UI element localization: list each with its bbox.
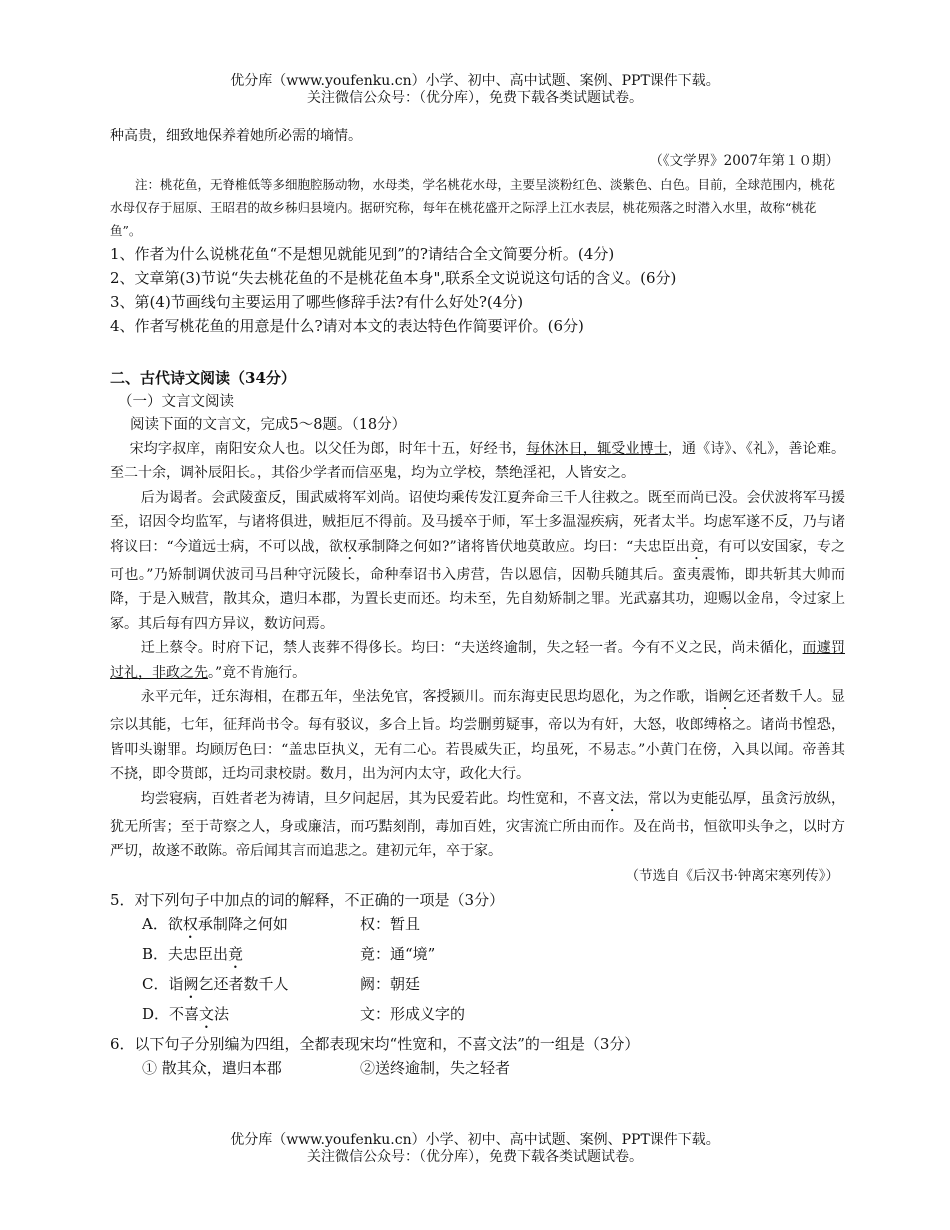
text-run: 承制降之何如?”诸将皆伏地莫敢应。均曰：“夫忠臣出 — [357, 538, 690, 555]
option-gloss: 文：形成义字的 — [360, 1004, 466, 1023]
text-run: 乞还者数千人。显宗以其能，七年，征拜尚书令。每有驳议，多合上旨。均尝删剪疑事，帝以为有奸，大怒，收郎缚格之。诸尚书惶恐，皆叩头谢罪。均顾厉色曰：“盖忠臣执义，无有二心。若畏威失正，均虽死，不易志。”小黄门在傍，入具以闻。帝善其不挠，即令贳郎，迁均司隶校尉。数月，出为河内太守，政化大行。 — [110, 689, 846, 782]
text-run: 迁上蔡令。时府下记，禁人丧葬不得侈长。均曰：“夫送终逾制，失之轻一者。今有不义之民，尚未循化， — [140, 640, 803, 656]
classical-para-5 — [110, 787, 845, 864]
text-run: 乞还者数千人 — [198, 974, 289, 993]
option-gloss: 阙：朝廷 — [360, 974, 421, 993]
dotted-word: 竟 — [689, 538, 704, 555]
question-4: 4、作者写桃花鱼的用意是什么?请对本文的表达特色作简要评价。(6分) — [110, 316, 584, 335]
section-title: 二、古代诗文阅读（34分） — [110, 368, 296, 387]
option-gloss: 竟：通“境” — [360, 944, 436, 963]
text-run: 承制降之何如 — [197, 914, 288, 933]
text-run: D．不喜 — [142, 1004, 200, 1023]
option-text — [142, 942, 360, 972]
option-text — [142, 972, 360, 1002]
question-5-stem: 5．对下列句子中加点的词的解释，不正确的一项是（3分） — [110, 890, 505, 909]
option-a — [142, 912, 845, 942]
text-run: ，有可以安国家，专之可也。”乃矫制调伏波司马吕种守沅陵长，命种奉诏书入虏营，告以恩信，因勒兵随其后。蛮夷震怖，即共斩其大帅而降，于是入贼营，散其众，遣归本郡，为置长吏而还。均未至，先自劾矫制之罪。光武嘉其功，迎赐以金帛，令过家上冢。其后每有四方异议，数访问焉。 — [110, 538, 846, 632]
classical-para-3 — [110, 636, 845, 685]
page-header — [0, 73, 950, 107]
dotted-word: 阙 — [183, 974, 199, 993]
option-c — [142, 972, 845, 1002]
item-2: ②送终逾制，失之轻者 — [360, 1058, 511, 1077]
text-run: 均尝寝病，百姓者老为祷请，旦夕问起居，其为民爱若此。均性宽和，不喜 — [140, 790, 606, 807]
passage-source: （《文学界》2007年第１０期） — [649, 152, 839, 169]
question-6-items — [142, 1056, 845, 1080]
instruction: 阅读下面的文言文，完成5～8题。（18分） — [130, 416, 407, 433]
text-run: C．诣 — [142, 974, 184, 993]
option-text — [142, 1002, 360, 1032]
header-line-2: 关注微信公众号：（优分库），免费下载各类试题试卷。 — [307, 90, 643, 106]
footer-line-1: 优分库（www.youfenku.cn）小学、初中、高中试题、案例、PPT课件下载。 — [230, 1132, 720, 1148]
question-5-options — [110, 912, 845, 1032]
item-1: ① 散其众，遣归本郡 — [142, 1058, 282, 1077]
question-1: 1、作者为什么说桃花鱼“不是想见就能见到”的?请结合全文简要分析。(4分) — [110, 244, 615, 263]
page-body — [110, 124, 845, 1080]
option-text — [142, 912, 360, 942]
question-2: 2、文章第(3)节说“失去桃花鱼的不是桃花鱼本身",联系全文说说这句话的含义。(6分) — [110, 268, 677, 287]
underlined-sentence: 而遽罚过礼，非政之先 — [110, 640, 845, 681]
header-line-1: 优分库（www.youfenku.cn）小学、初中、高中试题、案例、PPT课件下载。 — [230, 73, 720, 89]
text-run: 永平元年，迁东海相，在郡五年，坐法免官，客授颍川。而东海吏民思均恩化，为之作歌，诣 — [140, 689, 719, 705]
dotted-word: 竟 — [228, 944, 244, 963]
question-list-1 — [110, 242, 845, 338]
text-run: 宋均字叔庠，南阳安众人也。以父任为郎，时年十五，好经书， — [129, 440, 527, 457]
classical-para-2 — [110, 486, 845, 637]
classical-para-4 — [110, 685, 845, 787]
dotted-word: 权 — [182, 914, 198, 933]
page-footer — [0, 1132, 950, 1166]
passage-tail: 种高贵，细致地保养着她所必需的墒情。 — [110, 128, 362, 144]
subsection-title: （一）文言文阅读 — [118, 393, 234, 410]
text-run: 法 — [214, 1004, 230, 1023]
classical-para-1 — [110, 437, 845, 486]
option-d — [142, 1002, 845, 1032]
classical-source: （节选自《后汉书·钟离宋寒列传》） — [625, 867, 839, 884]
dotted-word: 阙 — [718, 689, 733, 705]
dotted-word: 文 — [605, 790, 620, 807]
footer-line-2: 关注微信公众号：（优分库），免费下载各类试题试卷。 — [307, 1149, 643, 1165]
dotted-word: 文 — [199, 1004, 215, 1023]
option-b — [142, 942, 845, 972]
option-gloss: 权：暂且 — [360, 914, 421, 933]
passage-note: 注：桃花鱼，无脊椎低等多细胞腔肠动物，水母类，学名桃花水母，主要呈淡粉红色、淡紫色、白色。目前，全球范围内，桃花水母仅存于屈原、王昭君的故乡秭归县境内。据研究称，每年在桃花盛开之际浮上江水表层，桃花殒落之时潜入水里，故称“桃花鱼”。 — [110, 176, 836, 238]
question-3: 3、第(4)节画线句主要运用了哪些修辞手法?有什么好处?(4分) — [110, 292, 524, 311]
dotted-word: 权 — [343, 538, 358, 555]
text-run: 。”竟不肯施行。 — [208, 664, 307, 681]
question-6-stem: 6．以下句子分别编为四组，全都表现宋均“性宽和，不喜文法”的一组是（3分） — [110, 1034, 640, 1053]
text-run: 法，常以为吏能弘厚，虽贪污放纵，犹无所害；至于苛察之人，身或廉洁，而巧黠刻削，毒加百姓，灾害流亡所由而作。及在尚书，恒欲叩头争之，以时方严切，故遂不敢陈。帝后闻其言而追悲之。建初元年，卒于家。 — [110, 790, 846, 859]
text-run: B．夫忠臣出 — [142, 944, 229, 963]
text-run: A．欲 — [142, 914, 183, 933]
underlined-sentence: 每休沐日，辄受业博士 — [526, 440, 668, 457]
text-run: 后为谒者。会武陵蛮反，围武威将军刘尚。诏使均乘传发江夏奔命三千人往救之。既至而尚已没。会伏波将军马援至，诏因令均监军，与诸将俱进，贼拒厄不得前。及马援卒于师，军士多温湿疾病，死者太半。均虑军遂不反，乃与诸将议曰：“今道远士病，不可以战，欲 — [110, 489, 845, 555]
text-run: ，通《诗》、《礼》，善论难。至二十余，调补辰阳长。，其俗少学者而信巫鬼，均为立学校，禁绝淫祀，人皆安之。 — [110, 440, 846, 481]
